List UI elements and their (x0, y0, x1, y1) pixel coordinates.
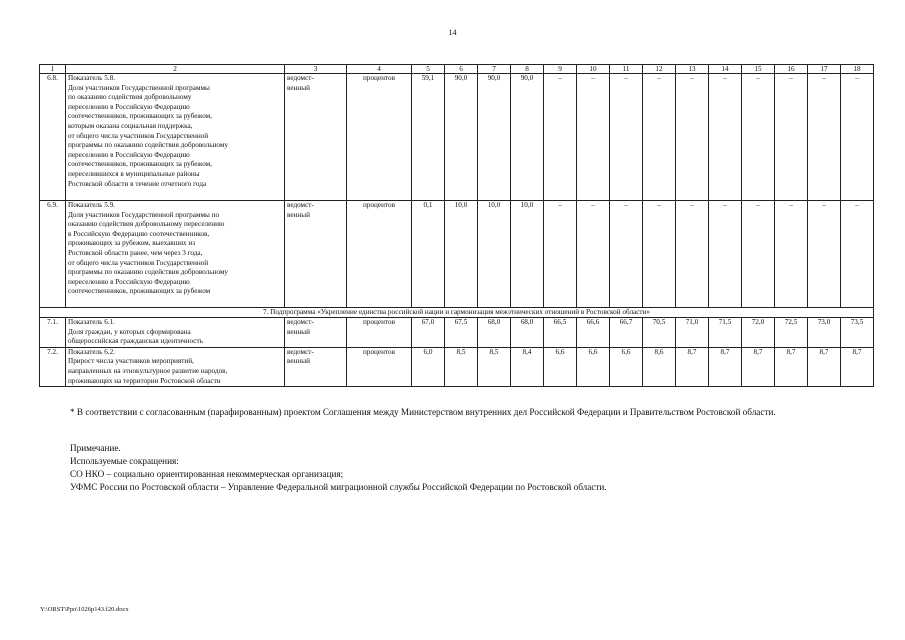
column-number: 8 (511, 65, 544, 74)
indicator-line: переселению в Российскую Федерацию (68, 150, 190, 159)
value-cell: – (808, 201, 841, 308)
value-cell: – (544, 74, 577, 201)
column-number: 18 (841, 65, 874, 74)
value-cell: 6,6 (610, 347, 643, 386)
value-cell: 90,0 (445, 74, 478, 201)
value-cell: – (544, 201, 577, 308)
value-cell: 73,0 (808, 318, 841, 348)
indicator-line: Ростовской области в течение отчетного года (68, 179, 207, 188)
indicator-line: программы по оказанию содействия добровольному (68, 141, 228, 150)
value-cell: 8,7 (742, 347, 775, 386)
column-number: 13 (676, 65, 709, 74)
value-cell: – (577, 74, 610, 201)
type-line: венный (287, 83, 310, 92)
column-number: 6 (445, 65, 478, 74)
value-cell: 72,0 (742, 318, 775, 348)
table-row (40, 201, 874, 308)
indicator-line: соотечественников, проживающих за рубежом (68, 287, 211, 296)
file-path: Y:\ORST\Ppo\1026p143.f20.docx (40, 606, 129, 613)
column-number: 7 (478, 65, 511, 74)
value-cell: 66,7 (610, 318, 643, 348)
column-number: 16 (775, 65, 808, 74)
indicator-line: соотечественников, проживающих за рубежом, (68, 160, 213, 169)
table-row (40, 74, 874, 201)
value-cell: 73,5 (841, 318, 874, 348)
value-cell: 8,4 (511, 347, 544, 386)
subprogram-row (40, 308, 874, 318)
indicator-line: от общего числа участников Государственной (68, 258, 209, 267)
value-cell: – (676, 201, 709, 308)
column-number: 5 (412, 65, 445, 74)
value-cell: 71,5 (709, 318, 742, 348)
column-number: 4 (347, 65, 412, 74)
value-cell: 70,5 (643, 318, 676, 348)
value-cell: 10,0 (511, 201, 544, 308)
indicator-cell (66, 201, 285, 308)
type-line: ведомст- (287, 74, 314, 82)
indicator-type (285, 74, 347, 201)
indicator-line: соотечественников, проживающих за рубежом, (68, 112, 213, 121)
indicator-line: по оказанию содействия добровольному (68, 93, 192, 102)
indicator-line: Доля граждан, у которых сформирована (68, 327, 191, 336)
column-number: 2 (66, 65, 285, 74)
value-cell: – (775, 201, 808, 308)
column-number: 9 (544, 65, 577, 74)
abbreviations-title: Используемые сокращения: (70, 456, 179, 466)
value-cell: – (742, 74, 775, 201)
value-cell: – (610, 201, 643, 308)
indicator-line: оказанию содействия добровольному переселению (68, 220, 225, 229)
value-cell: 8,7 (709, 347, 742, 386)
value-cell: – (709, 201, 742, 308)
column-number: 14 (709, 65, 742, 74)
type-line: венный (287, 210, 310, 219)
indicator-line: переселению в Российскую Федерацию (68, 277, 190, 286)
value-cell: 59,1 (412, 74, 445, 201)
row-number: 7.1. (40, 318, 66, 348)
row-number: 6.8. (40, 74, 66, 201)
value-cell: 68,0 (511, 318, 544, 348)
value-cell: 90,0 (511, 74, 544, 201)
column-number: 11 (610, 65, 643, 74)
indicator-line: проживающих за рубежом, выехавших из (68, 239, 196, 248)
value-cell: – (742, 201, 775, 308)
type-line: венный (287, 357, 310, 366)
value-cell: 66,5 (544, 318, 577, 348)
indicator-line: в Российскую Федерацию соотечественников, (68, 229, 210, 238)
value-cell: 8,6 (643, 347, 676, 386)
value-cell: 6,6 (544, 347, 577, 386)
type-line: венный (287, 327, 310, 336)
value-cell: 8,5 (445, 347, 478, 386)
indicator-cell (66, 318, 285, 348)
indicator-line: Доля участников Государственной программы (68, 83, 210, 92)
value-cell: 6,0 (412, 347, 445, 386)
unit-cell: процентов (347, 201, 412, 308)
column-number: 12 (643, 65, 676, 74)
indicator-type (285, 318, 347, 348)
table-row (40, 347, 874, 386)
row-number: 6.9. (40, 201, 66, 308)
value-cell: 72,5 (775, 318, 808, 348)
subprogram-title: 7. Подпрограмма «Укрепление единства российской нации и гармонизация межэтнических отношений в Ростовской области» (40, 308, 874, 318)
indicator-line: которым оказана социальная поддержка, (68, 121, 193, 130)
notes-title: Примечание. (70, 443, 121, 453)
table-row (40, 318, 874, 348)
indicator-type (285, 347, 347, 386)
value-cell: 8,7 (775, 347, 808, 386)
indicator-line: направленных на этнокультурное развитие народов, (68, 366, 228, 375)
abbreviation-item: УФМС России по Ростовской области – Управление Федеральной миграционной службы Российской Федерации по Ростовской области. (70, 482, 607, 492)
indicator-line: от общего числа участников Государственной (68, 131, 209, 140)
row-number: 7.2. (40, 347, 66, 386)
value-cell: 8,7 (676, 347, 709, 386)
value-cell: 8,7 (841, 347, 874, 386)
value-cell: 90,0 (478, 74, 511, 201)
unit-cell: процентов (347, 74, 412, 201)
value-cell: – (577, 201, 610, 308)
type-line: ведомст- (287, 201, 314, 209)
indicator-line: проживающих на территории Ростовской области (68, 376, 221, 385)
value-cell: – (643, 201, 676, 308)
column-number: 10 (577, 65, 610, 74)
indicator-line: Показатель 6.2. (68, 347, 115, 356)
column-number: 15 (742, 65, 775, 74)
indicator-line: переселению в Российскую Федерацию (68, 102, 190, 111)
unit-cell: процентов (347, 347, 412, 386)
value-cell: 8,7 (808, 347, 841, 386)
abbreviation-item: СО НКО – социально ориентированная некоммерческая организация; (70, 469, 344, 479)
indicator-line: переселившихся в муниципальные районы (68, 169, 200, 178)
value-cell: – (709, 74, 742, 201)
value-cell: 6,6 (577, 347, 610, 386)
value-cell: – (841, 201, 874, 308)
value-cell: – (841, 74, 874, 201)
value-cell: 71,0 (676, 318, 709, 348)
indicator-type (285, 201, 347, 308)
page-number: 14 (448, 28, 457, 37)
indicator-line: Прирост числа участников мероприятий, (68, 357, 194, 366)
value-cell: 10,0 (478, 201, 511, 308)
indicator-line: общероссийская гражданская идентичность (68, 337, 203, 346)
header-row (40, 65, 874, 74)
indicator-line: Показатель 5.8. (68, 74, 115, 82)
footnote: * В соответствии с согласованным (парафированным) проектом Соглашения между Министерством внутренних дел Российской Федерации и Правительством Ростовской области. (70, 407, 776, 417)
column-number: 3 (285, 65, 347, 74)
indicator-line: программы по оказанию содействия добровольному (68, 268, 228, 277)
value-cell: – (676, 74, 709, 201)
indicator-cell (66, 347, 285, 386)
value-cell: – (643, 74, 676, 201)
indicator-line: Ростовской области ранее, чем через 3 года, (68, 248, 203, 257)
unit-cell: процентов (347, 318, 412, 348)
column-number: 17 (808, 65, 841, 74)
value-cell: – (610, 74, 643, 201)
value-cell: – (808, 74, 841, 201)
indicators-table (39, 64, 874, 387)
indicator-cell (66, 74, 285, 201)
value-cell: 66,6 (577, 318, 610, 348)
notes-block (70, 442, 607, 494)
indicator-line: Показатель 5.9. (68, 201, 115, 209)
value-cell: 67,0 (412, 318, 445, 348)
value-cell: 8,5 (478, 347, 511, 386)
value-cell: 68,0 (478, 318, 511, 348)
value-cell: 67,5 (445, 318, 478, 348)
type-line: ведомст- (287, 347, 314, 356)
indicator-line: Доля участников Государственной программы по (68, 210, 220, 219)
type-line: ведомст- (287, 318, 314, 326)
value-cell: 0,1 (412, 201, 445, 308)
indicator-line: Показатель 6.1. (68, 318, 115, 326)
value-cell: – (775, 74, 808, 201)
column-number: 1 (40, 65, 66, 74)
value-cell: 10,0 (445, 201, 478, 308)
